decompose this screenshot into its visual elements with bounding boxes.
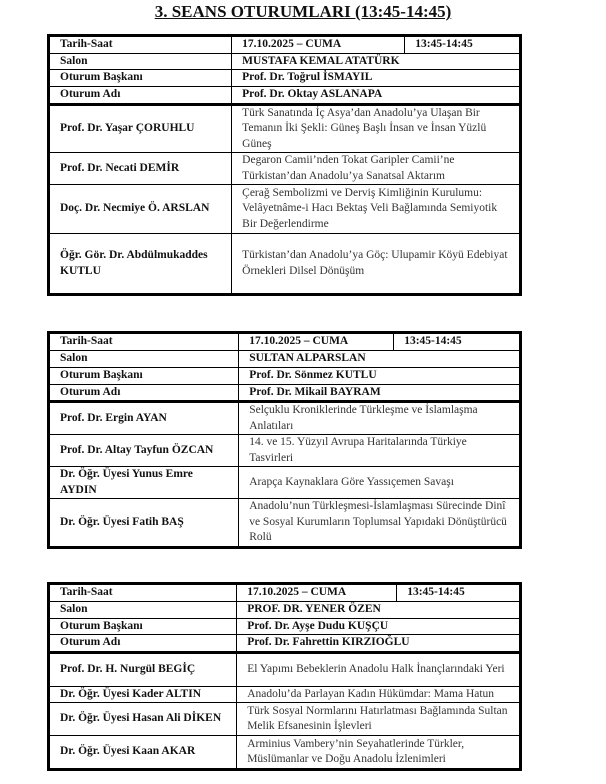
speaker-name: Öğr. Gör. Dr. Abdülmukaddes KUTLU <box>49 234 232 295</box>
speaker-name: Prof. Dr. Yaşar ÇORUHLU <box>49 104 232 153</box>
paper-row <box>49 153 521 185</box>
session-time: 13:45-14:45 <box>397 584 521 602</box>
session-time: 13:45-14:45 <box>394 333 521 351</box>
label-oturum-adi: Oturum Adı <box>49 87 232 105</box>
label-tarih-saat: Tarih-Saat <box>49 584 237 602</box>
session-date: 17.10.2025 – CUMA <box>237 584 397 602</box>
session-time: 13:45-14:45 <box>405 36 521 54</box>
value-salon: MUSTAFA KEMAL ATATÜRK <box>232 53 521 70</box>
label-oturum-baskani: Oturum Başkanı <box>49 618 237 635</box>
row-tarih-saat <box>49 584 521 602</box>
label-oturum-baskani: Oturum Başkanı <box>49 367 239 384</box>
session-table <box>47 582 522 771</box>
paper-title: Arminius Vambery’nin Seyahatlerinde Türkler, Müslümanlar ve Doğu Anadolu İzlenimleri <box>237 736 521 770</box>
paper-title: Türk Sosyal Normlarını Hatırlatması Bağlamında Sultan Melik Efsanesinin İşlevleri <box>237 703 521 736</box>
paper-row <box>49 104 521 153</box>
speaker-name: Dr. Öğr. Üyesi Hasan Ali DİKEN <box>49 703 237 736</box>
row-oturum-adi <box>49 384 521 402</box>
row-tarih-saat <box>49 333 521 351</box>
row-salon <box>49 601 521 618</box>
value-oturum-adi: Prof. Dr. Fahrettin KIRZIOĞLU <box>237 635 521 653</box>
paper-row <box>49 686 521 703</box>
paper-row <box>49 652 521 686</box>
paper-row <box>49 736 521 770</box>
speaker-name: Prof. Dr. Altay Tayfun ÖZCAN <box>49 435 239 467</box>
speaker-name: Doç. Dr. Necmiye Ö. ARSLAN <box>49 185 232 234</box>
speaker-name: Prof. Dr. Ergin AYAN <box>49 402 239 435</box>
value-salon: SULTAN ALPARSLAN <box>239 350 521 367</box>
paper-title: Türkistan’dan Anadolu’ya Göç: Ulupamir Köyü Edebiyat Örnekleri Dilsel Dönüşüm <box>232 234 521 295</box>
row-oturum-baskani <box>49 618 521 635</box>
label-tarih-saat: Tarih-Saat <box>49 333 239 351</box>
value-salon: PROF. DR. YENER ÖZEN <box>237 601 521 618</box>
paper-title: Arapça Kaynaklara Göre Yassıçemen Savaşı <box>239 467 521 499</box>
paper-row <box>49 499 521 548</box>
paper-title: Anadolu’nun Türkleşmesi-İslamlaşması Sürecinde Dinî ve Sosyal Kurumların Toplumsal Yapıdaki Dönüştürücü Rolü <box>239 499 521 548</box>
paper-title: Türk Sanatında İç Asya’dan Anadolu’ya Ulaşan Bir Temanın İki Şekli: Güneş Başlı İnsan ve İnsan Yüzlü Güneş <box>232 104 521 153</box>
paper-title: Selçuklu Kroniklerinde Türkleşme ve İslamlaşma Anlatıları <box>239 402 521 435</box>
label-salon: Salon <box>49 601 237 618</box>
value-oturum-baskani: Prof. Dr. Sönmez KUTLU <box>239 367 521 384</box>
row-oturum-adi <box>49 87 521 105</box>
speaker-name: Dr. Öğr. Üyesi Kaan AKAR <box>49 736 237 770</box>
row-salon <box>49 53 521 70</box>
paper-row <box>49 234 521 295</box>
speaker-name: Dr. Öğr. Üyesi Fatih BAŞ <box>49 499 239 548</box>
paper-row <box>49 467 521 499</box>
session-table <box>47 34 522 296</box>
paper-title: Çerağ Sembolizmi ve Derviş Kimliğinin Kurulumu: Velâyetnâme-i Hacı Bektaş Veli Bağlamında Semiyotik Bir Değerlendirme <box>232 185 521 234</box>
label-oturum-baskani: Oturum Başkanı <box>49 70 232 87</box>
row-salon <box>49 350 521 367</box>
session-table <box>47 331 522 549</box>
paper-title: Anadolu’da Parlayan Kadın Hükümdar: Mama Hatun <box>237 686 521 703</box>
row-oturum-baskani <box>49 367 521 384</box>
label-salon: Salon <box>49 350 239 367</box>
session-date: 17.10.2025 – CUMA <box>239 333 394 351</box>
speaker-name: Prof. Dr. H. Nurgül BEGİÇ <box>49 652 237 686</box>
value-oturum-baskani: Prof. Dr. Toğrul İSMAYIL <box>232 70 521 87</box>
value-oturum-adi: Prof. Dr. Oktay ASLANAPA <box>232 87 521 105</box>
paper-row <box>49 185 521 234</box>
paper-row <box>49 703 521 736</box>
paper-title: 14. ve 15. Yüzyıl Avrupa Haritalarında Türkiye Tasvirleri <box>239 435 521 467</box>
paper-title: Degaron Camii’nden Tokat Garipler Camii’ne Türkistan’dan Anadolu’ya Sanatsal Aktarım <box>232 153 521 185</box>
paper-row <box>49 435 521 467</box>
session-date: 17.10.2025 – CUMA <box>232 36 405 54</box>
value-oturum-baskani: Prof. Dr. Ayşe Dudu KUŞÇU <box>237 618 521 635</box>
label-tarih-saat: Tarih-Saat <box>49 36 232 54</box>
row-oturum-adi <box>49 635 521 653</box>
label-oturum-adi: Oturum Adı <box>49 635 237 653</box>
row-oturum-baskani <box>49 70 521 87</box>
paper-title: El Yapımı Bebeklerin Anadolu Halk İnançlarındaki Yeri <box>237 652 521 686</box>
paper-row <box>49 402 521 435</box>
speaker-name: Prof. Dr. Necati DEMİR <box>49 153 232 185</box>
row-tarih-saat <box>49 36 521 54</box>
value-oturum-adi: Prof. Dr. Mikail BAYRAM <box>239 384 521 402</box>
label-oturum-adi: Oturum Adı <box>49 384 239 402</box>
label-salon: Salon <box>49 53 232 70</box>
speaker-name: Dr. Öğr. Üyesi Kader ALTIN <box>49 686 237 703</box>
speaker-name: Dr. Öğr. Üyesi Yunus Emre AYDIN <box>49 467 239 499</box>
page-title: 3. SEANS OTURUMLARI (13:45-14:45) <box>154 2 452 21</box>
